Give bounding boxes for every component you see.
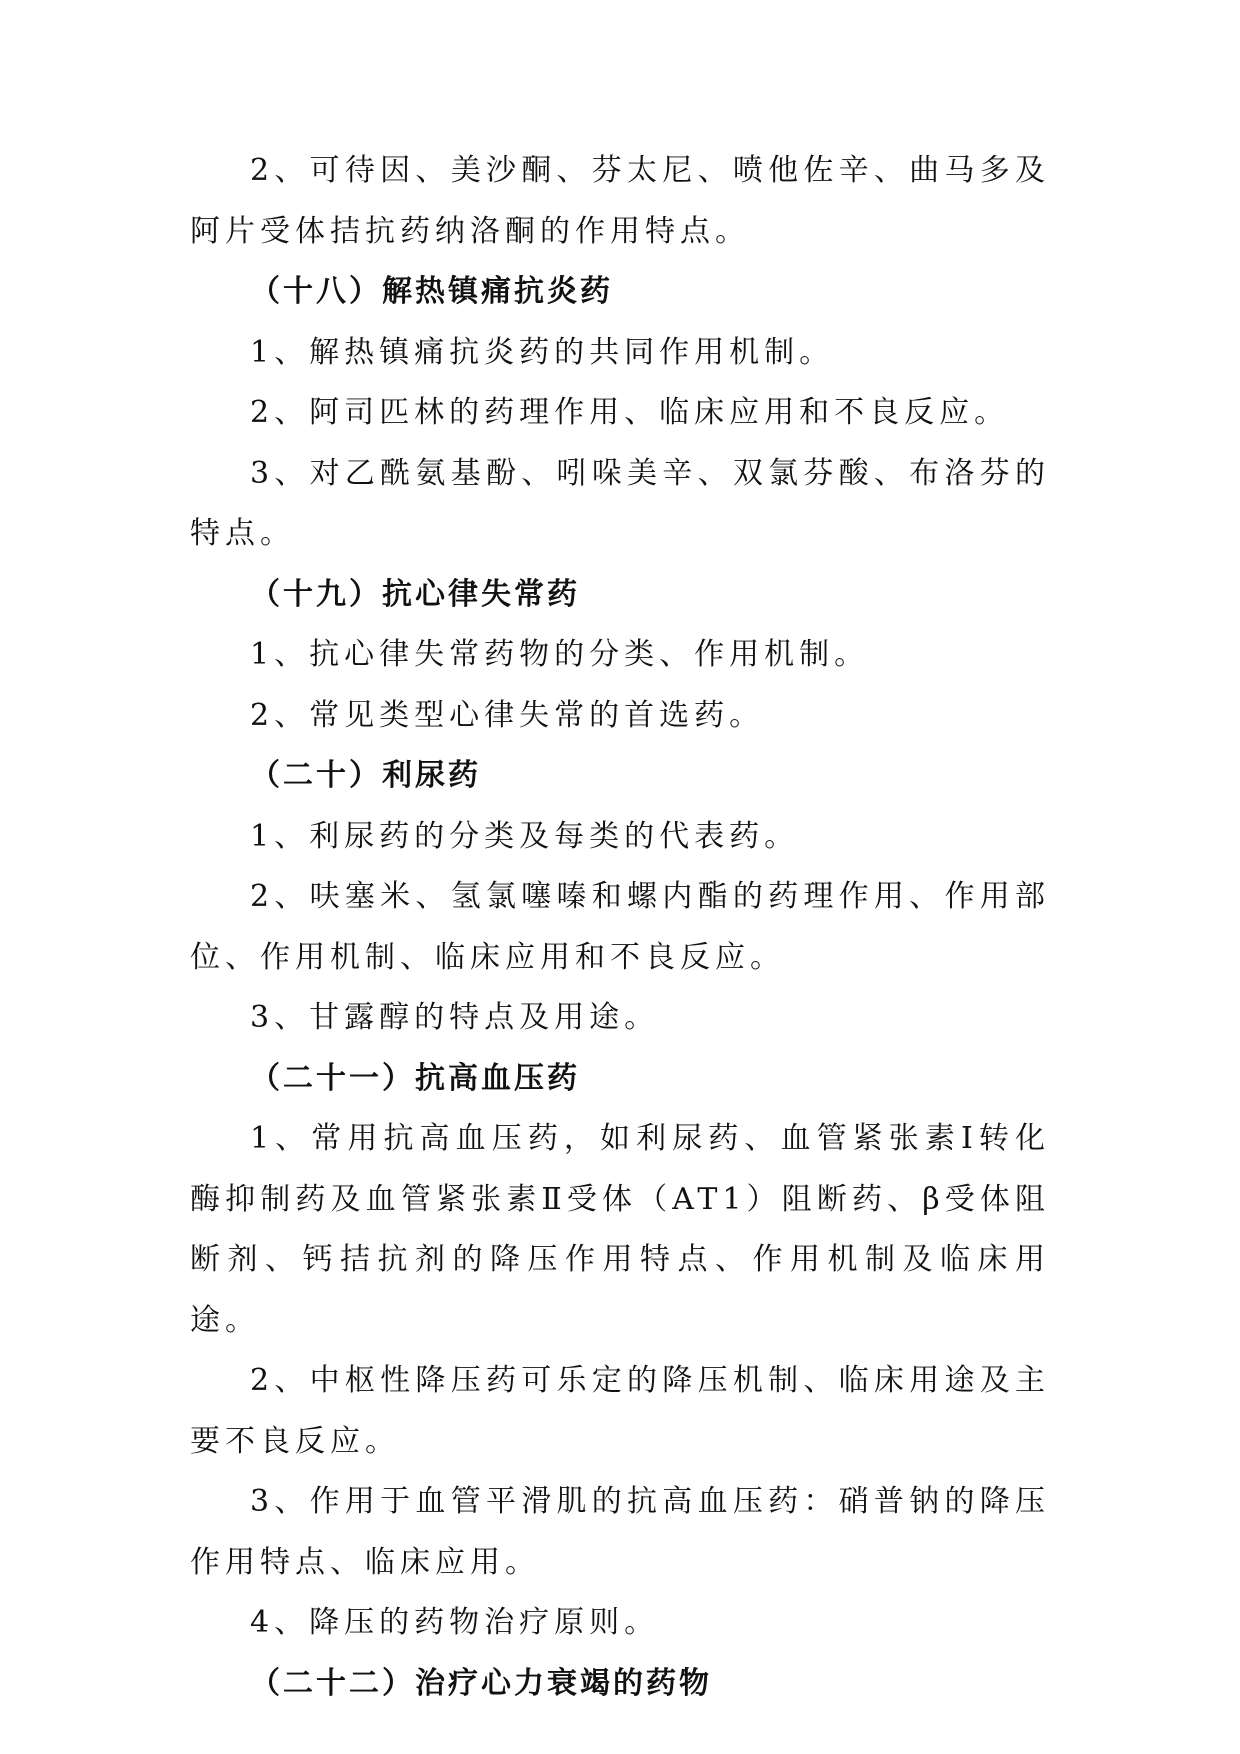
paragraph-other-nsaids: 3、对乙酰氨基酚、吲哚美辛、双氯芬酸、布洛芬的特点。: [190, 455, 1050, 551]
paragraph-opioid-features: 2、可待因、美沙酮、芬太尼、喷他佐辛、曲马多及阿片受体拮抗药纳洛酮的作用特点。: [190, 153, 1050, 249]
paragraph-antiarrhythmic-classes: 1、抗心律失常药物的分类、作用机制。: [250, 637, 870, 672]
document-body: [190, 141, 1050, 1714]
section-heading-21: （二十一）抗高血压药: [250, 1060, 580, 1096]
paragraph-nsaid-mechanism: 1、解热镇痛抗炎药的共同作用机制。: [250, 334, 835, 370]
paragraph-aspirin: 2、阿司匹林的药理作用、临床应用和不良反应。: [250, 395, 1010, 430]
paragraph-arrhythmia-first-choice: 2、常见类型心律失常的首选药。: [250, 697, 765, 733]
paragraph-diuretic-classes: 1、利尿药的分类及每类的代表药。: [250, 818, 800, 854]
section-heading-19: （十九）抗心律失常药: [250, 576, 580, 612]
paragraph-antihypertensives: 1、常用抗高血压药，如利尿药、血管紧张素Ⅰ转化酶抑制药及血管紧张素Ⅱ受体（AT1）阻断药、β受体阻断剂、钙拮抗剂的降压作用特点、作用机制及临床用途。: [190, 1121, 1050, 1338]
section-heading-22: （二十二）治疗心力衰竭的药物: [250, 1665, 712, 1701]
paragraph-mannitol: 3、甘露醇的特点及用途。: [250, 1000, 660, 1035]
paragraph-furosemide: 2、呋塞米、氢氯噻嗪和螺内酯的药理作用、作用部位、作用机制、临床应用和不良反应。: [190, 879, 1050, 975]
paragraph-clonidine: 2、中枢性降压药可乐定的降压机制、临床用途及主要不良反应。: [190, 1363, 1050, 1459]
section-heading-18: （十八）解热镇痛抗炎药: [250, 274, 613, 309]
paragraph-treatment-principles: 4、降压的药物治疗原则。: [250, 1605, 660, 1640]
paragraph-nitroprusside: 3、作用于血管平滑肌的抗高血压药：硝普钠的降压作用特点、临床应用。: [190, 1484, 1050, 1580]
section-heading-20: （二十）利尿药: [250, 758, 481, 793]
